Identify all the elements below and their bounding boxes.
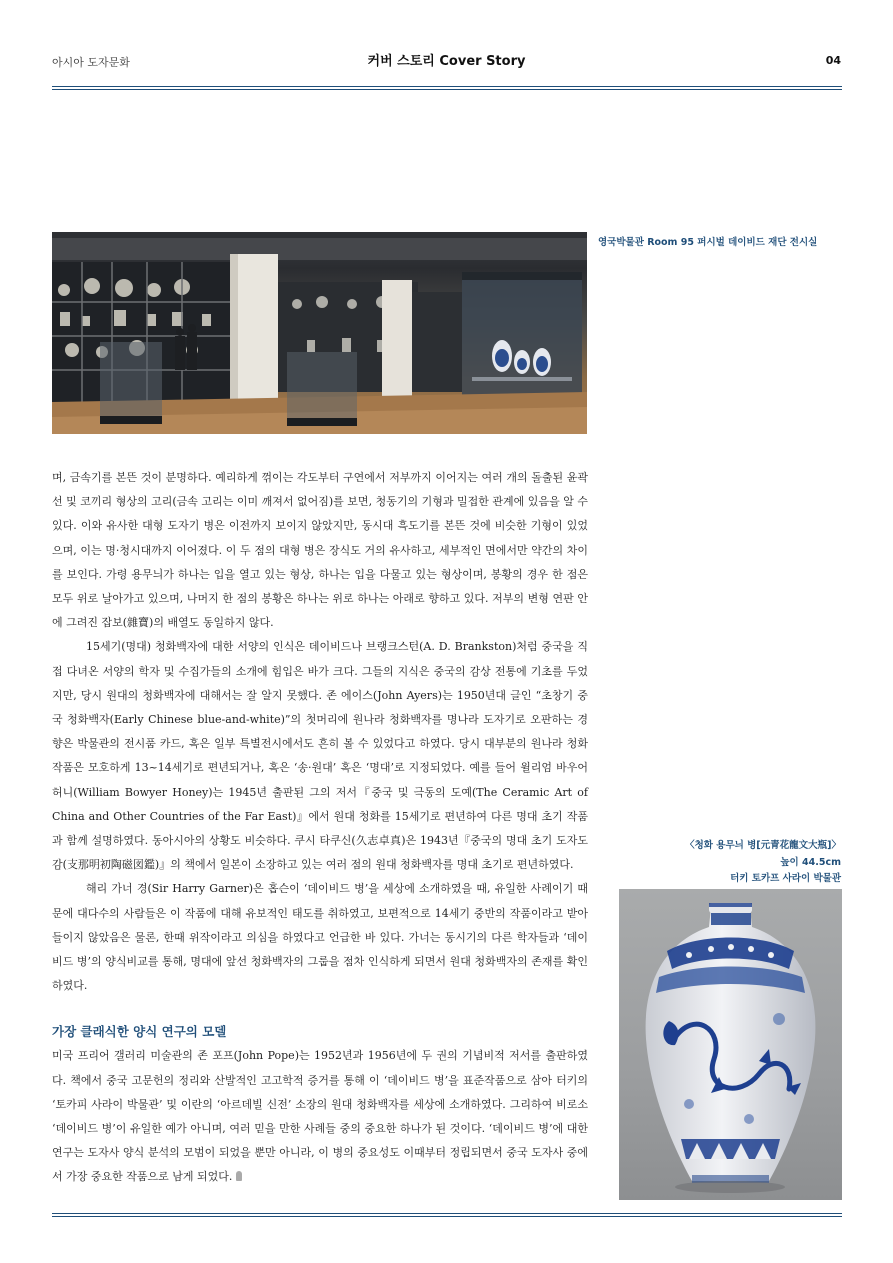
- gallery-caption: 영국박물관 Room 95 퍼시벌 데이비드 재단 전시실: [598, 237, 818, 248]
- gallery-photo: [52, 232, 587, 434]
- vase-caption-museum: 터키 토카프 사라이 박물관: [730, 873, 841, 884]
- header-title: 커버 스토리 Cover Story: [367, 54, 526, 69]
- paragraph: 해리 가너 경(Sir Harry Garner)은 홉슨이 ‘데이비드 병’을 세상에 소개하였을 때, 유일한 사례이기 때문에 대다수의 사람들은 이 작품에 대해 유보적인 태도를 취하였고, 보편적으로 14세기 중반의 작품이라고 받아들이지 않았음은 물론, 한때 위작이라고 의심을 하였다고 언급한 바 있다. 가너는 동시기의 다른 학자들과 ‘데이비드 병’의 양식비교를 통해, 명대에 앞선 청화백자의 그룹을 점차 인식하게 되면서 원대 청화백자의 존재를 확인하였다.: [52, 882, 588, 993]
- paragraph: 며, 금속기를 본뜬 것이 분명하다. 예리하게 꺾이는 각도부터 구연에서 저부까지 이어지는 여러 개의 돌출된 윤곽선 및 코끼리 형상의 고리(금속 고리는 이미 깨져서 없어짐)를 보면, 청동기의 기형과 밀접한 관계에 있음을 알 수 있다. 이와 유사한 대형 도자기 병은 이전까지 보이지 않았지만, 동시대 흑도기를 본뜬 것에 비슷한 기형이 있었으며, 이는 명·청시대까지 이어졌다. 이 두 점의 대형 병은 장식도 거의 유사하고, 세부적인 면에서만 약간의 차이를 보인다. 가령 용무늬가 하나는 입을 열고 있는 형상, 하나는 입을 다물고 있는 형상이며, 봉황의 경우 한 점은 모두 위로 날아가고 있으며, 나머지 한 점의 봉황은 하나는 위로 하나는 아래로 향하고 있다. 저부의 변형 연판 안에 그려진 잡보(雜寶)의 배열도 동일하지 않다.: [52, 471, 588, 630]
- vase-caption-height: 높이 44.5cm: [780, 856, 841, 868]
- page-number: 04: [825, 54, 841, 67]
- section-heading: 가장 클래식한 양식 연구의 모델: [52, 1024, 227, 1040]
- vase-photo: [619, 889, 842, 1200]
- end-mark-icon: [236, 1171, 242, 1181]
- paragraph-text: 미국 프리어 갤러리 미술관의 존 포프(John Pope)는 1952년과 1956년에 두 권의 기념비적 저서를 출판하였다. 책에서 중국 고문헌의 정리와 산발적인 고고학적 증거를 통해 이 ‘데이비드 병’을 표준작품으로 삼아 터키의 ‘토카피 사라이 박물관’ 및 이란의 ‘아르데빌 신전’ 소장의 원대 청화백자를 세상에 소개하였다. 그리하여 비로소 ‘데이비드 병’이 유일한 예가 아니며, 여러 믿을 만한 사례들 중의 중요한 하나가 된 것이다. ‘데이비드 병’에 대한 연구는 도자사 양식 분석의 모범이 되었을 뿐만 아니라, 이 병의 중요성도 이때부터 정립되면서 중국 도자사 중에서 가장 중요한 작품으로 남게 되었다.: [52, 1049, 588, 1184]
- vase-caption: [685, 838, 841, 888]
- header-section: 아시아 도자문화: [52, 56, 130, 69]
- footer-rule: [52, 1213, 842, 1217]
- paragraph: 15세기(명대) 청화백자에 대한 서양의 인식은 데이비드나 브랭크스턴(A. D. Brankston)처럼 중국을 직접 다녀온 서양의 학자 및 수집가들의 소개에 힘입은 바가 크다. 그들의 지식은 중국의 감상 전통에 기초를 두었지만, 당시 원대의 청화백자에 대해서는 잘 알지 못했다. 존 에이스(John Ayers)는 1950년대 글인 “초창기 중국 청화백자(Early Chinese blue-and-white)”의 첫머리에 원나라 청화백자를 명나라 도자기로 오판하는 경향은 박물관의 전시품 카드, 혹은 일부 특별전시에서도 흔히 볼 수 있었다고 하였다. 당시 대부분의 원나라 청화 작품은 모호하게 13~14세기로 편년되거나, 혹은 ‘송·원대’ 혹은 ‘명대’로 지정되었다. 예를 들어 윌리엄 바우어 허니(William Bowyer Honey)는 1945년 출판된 그의 저서『중국 및 극동의 도예(The Ceramic Art of China and Other Countries of the Far East)』에서 원대 청화를 15세기로 편년하여 다른 명대 초기 작품과 함께 설명하였다. 동아시아의 상황도 비슷하다. 쿠시 타쿠신(久志卓真)은 1943년『중국의 명대 초기 도자도감(支那明初陶磁図鑑)』의 책에서 일본이 소장하고 있는 여러 점의 원대 청화백자를 명대 초기로 편년하였다.: [52, 640, 588, 872]
- header-rule: [52, 86, 842, 90]
- vase-caption-title: 〈청화 용무늬 병[元青花龍文大瓶]〉: [685, 840, 841, 851]
- paragraph: [52, 1044, 588, 1189]
- article-body: [52, 466, 588, 1190]
